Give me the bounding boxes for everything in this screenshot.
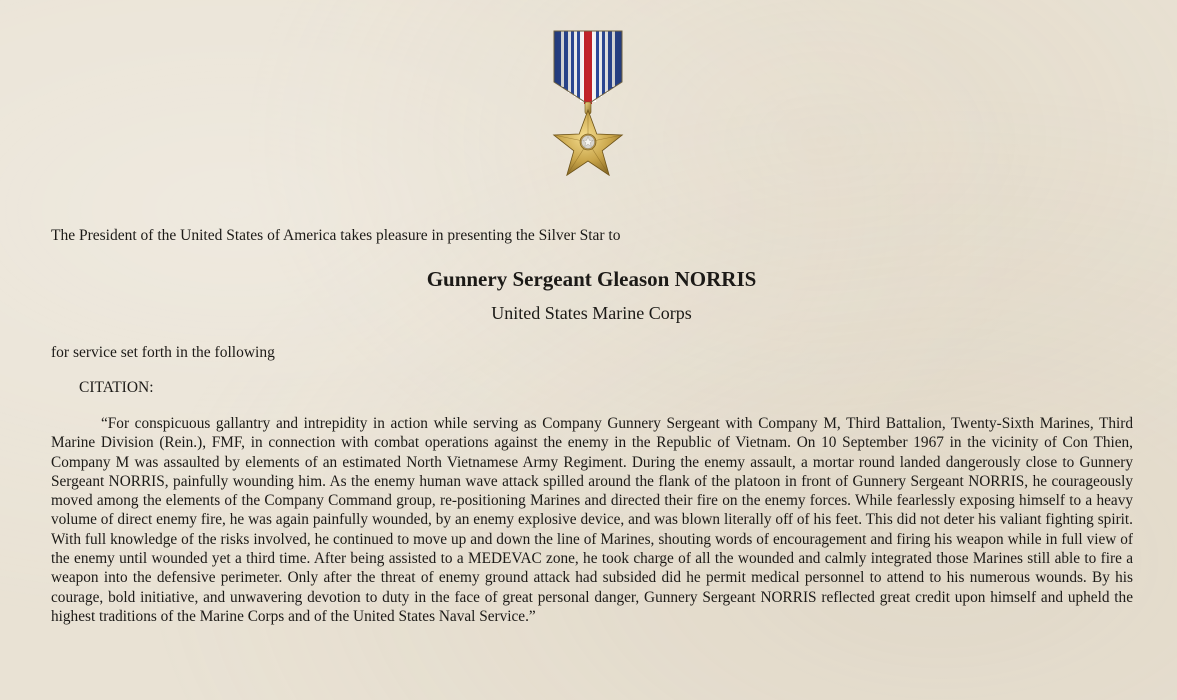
service-line: for service set forth in the following bbox=[51, 344, 275, 361]
service-branch: United States Marine Corps bbox=[491, 303, 692, 323]
citation-text: “For conspicuous gallantry and intrepidity in action while serving as Company Gunnery Sergeant with Company M, Third Battalion, Twenty-Sixth Marines, Third Marine Division (Rein.), FMF, in connection with combat operations against the enemy in the Republic of Vietnam. On 10 September 1967 in the vicinity of Con Thien, Company M was assaulted by elements of an estimated North Vietnamese Army Regiment. During the enemy assault, a mortar round landed dangerously close to Gunnery Sergeant NORRIS, painfully wounding him. As the enemy human wave attack spilled around the flank of the platoon in front of Gunnery Sergeant NORRIS, he courageously moved among the elements of the Company Command group, re-positioning Marines and directed their fire on the enemy forces. While fearlessly exposing himself to a heavy volume of direct enemy fire, he was again painfully wounded, by an enemy explosive device, and was blown literally off of his feet. This did not deter his valiant fighting spirit. With full knowledge of the risks involved, he continued to move up and down the line of Marines, shouting words of encouragement and firing his weapon while in full view of the enemy until wounded yet a third time. After being assisted to a MEDEVAC zone, he took charge of all the wounded and calmly integrated those Marines still able to fire a weapon into the defensive perimeter. Only after the threat of enemy ground attack had subsided did he permit medical personnel to attend to his numerous wounds. By his courage, bold initiative, and unwavering devotion to duty in the face of great personal danger, Gunnery Sergeant NORRIS reflected great credit upon himself and upheld the highest traditions of the Marine Corps and of the United States Naval Service.” bbox=[51, 415, 1133, 625]
citation-heading: CITATION: bbox=[79, 379, 154, 396]
presentation-line: The President of the United States of America takes pleasure in presenting the Silver Star to bbox=[51, 227, 621, 244]
recipient-name: Gunnery Sergeant Gleason NORRIS bbox=[426, 267, 757, 291]
silver-star-medal-icon bbox=[551, 28, 625, 176]
